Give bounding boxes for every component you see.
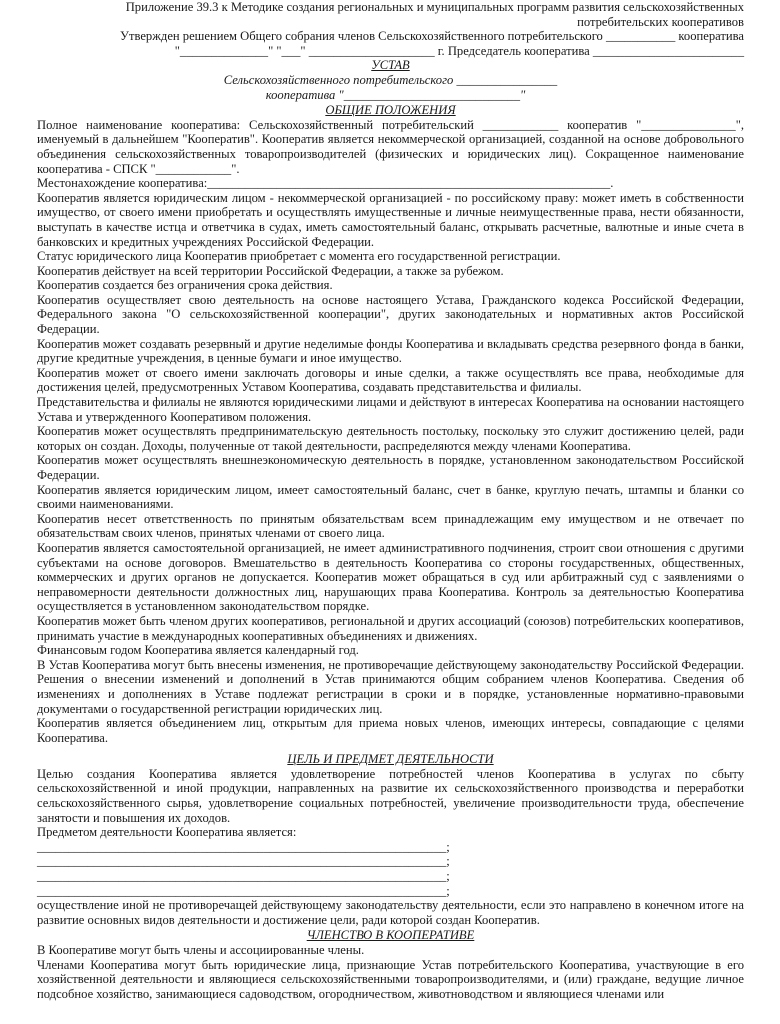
paragraph: Кооператив осуществляет свою деятельность на основе настоящего Устава, Гражданского кодекса Российской Федерации, Федерального закона "О сельскохозяйственной кооперации", других законодательных и нормативных актов Российской Федерации.: [37, 292, 744, 337]
section-title-membership: ЧЛЕНСТВО В КООПЕРАТИВЕ: [306, 928, 475, 943]
paragraph: Кооператив может создавать резервный и другие неделимые фонды Кооператива и вкладывать средства резервного фонда в банки, другие кредитные учреждения, в ценные бумаги и иное имущество.: [37, 336, 744, 366]
charter-subtitle-2: кооператива "____________________________": [265, 87, 526, 102]
approval-date-line: "______________" "___" ____________________ г. Председатель кооператива ________________________: [174, 43, 744, 58]
goals-blank-lines: [37, 840, 744, 898]
paragraph: Статус юридического лица Кооператив приобретает с момента его государственной регистрации.: [37, 249, 561, 264]
blank-line: _________________________________________________________________;: [37, 839, 450, 854]
paragraph: В Кооперативе могут быть члены и ассоциированные члены.: [37, 943, 365, 957]
paragraph: Местонахождение кооператива:________________________________________________________________.: [37, 176, 614, 191]
membership-section: [37, 943, 744, 1001]
blank-line: _________________________________________________________________;: [37, 883, 450, 898]
blank-line: _________________________________________________________________;: [37, 869, 450, 884]
goals-after-paragraph: осуществление иной не противоречащей действующему законодательству деятельности, если это направлено в конечном итоге на развитие основных видов деятельности и достижение цели, ради которой создан Кооператив.: [37, 898, 744, 927]
paragraph: В Устав Кооператива могут быть внесены изменения, не противоречащие действующему законодательству Российской Федерации. Решения о внесении изменений и дополнений в Устав принимаются общим собранием членов Кооператива. Сведения об изменениях и дополнениях в Уставе подлежат регистрации в сроки и в порядке, установленные нормативно-правовыми документами о государственной регистрации юридических лиц.: [37, 657, 744, 716]
charter-subtitle: Сельскохозяйственного потребительского ________________: [223, 72, 558, 87]
section-title-general: ОБЩИЕ ПОЛОЖЕНИЯ: [325, 103, 456, 118]
paragraph: Кооператив несет ответственность по принятым обязательствам всем принадлежащим ему имуществом и не отвечает по обязательствам своих членов, принятых членами от своего лица.: [37, 511, 744, 541]
charter-title: УСТАВ: [371, 58, 410, 73]
paragraph: Кооператив может быть членом других кооперативов, региональной и других ассоциаций (союзов) потребительских кооперативов, принимать участие в международных кооперативных объединениях и движениях.: [37, 613, 744, 643]
charter-title-block: [37, 58, 744, 102]
appendix-line: Приложение 39.3 к Методике создания региональных и муниципальных программ развития сельскохозяйственных: [125, 0, 744, 14]
paragraph: Кооператив действует на всей территории Российской Федерации, а также за рубежом.: [37, 263, 504, 278]
paragraph: Членами Кооператива могут быть юридические лица, признающие Устав потребительского Кооператива, участвующие в его хозяйственной деятельности и являющиеся сельскохозяйственными товаропроизводителями, и (или) граждане, ведущие личное подсобное хозяйство, занимающиеся садоводством, огородничеством, животноводством и являющиеся членами или: [37, 957, 744, 1001]
paragraph: Кооператив может от своего имени заключать договоры и иные сделки, а также осуществлять все права, необходимые для достижения целей, предусмотренных Уставом Кооператива, создавать представительства и филиалы.: [37, 365, 744, 395]
paragraph: Кооператив является объединением лиц, открытым для приема новых членов, имеющих интересы, совпадающие с целями Кооператива.: [37, 716, 744, 745]
goals-section: [37, 767, 744, 840]
paragraph: Финансовым годом Кооператива является календарный год.: [37, 643, 359, 658]
paragraph: Представительства и филиалы не являются юридическими лицами и действуют в интересах Кооператива на основании настоящего Устава и утвержденного Кооперативом положения.: [37, 395, 744, 424]
paragraph: Кооператив может осуществлять внешнеэкономическую деятельность в порядке, установленном законодательством Российской Федерации.: [37, 453, 744, 482]
paragraph: Целью создания Кооператива является удовлетворение потребностей членов Кооператива в услугах по сбыту сельскохозяйственной и иной продукции, направленных на развитие их сельскохозяйственного производства и переработки сельскохозяйственного сырья, удовлетворение социальных потребностей, увеличение производительности труда, обеспечение занятости и повышения их доходов.: [37, 766, 744, 825]
paragraph: Кооператив является юридическим лицом, имеет самостоятельный баланс, счет в банке, круглую печать, штампы и бланки со своими наименованиями.: [37, 482, 744, 512]
paragraph: Кооператив является самостоятельной организацией, не имеет административного подчинения, строит свои отношения с другими субъектами на основе договоров. Вмешательство в деятельность Кооператива со стороны государственных, общественных, коммерческих и других органов не допускается. Кооператив может обращаться в суд или арбитражный суд с заявлениями о неправомерности деятельности должностных лиц, нарушающих права Кооператива. Контроль за деятельностью Кооператива осуществляется в установленном законодательством порядке.: [37, 540, 744, 614]
document-header: [37, 0, 744, 58]
paragraph: Полное наименование кооператива: Сельскохозяйственный потребительский ____________ кооператив "_______________", именуемый в дальнейшем "Кооператив". Кооператив является некоммерческой организацией, созданной на основе добровольного объединения сельскохозяйственных товаропроизводителей (физических и юридических лиц). Сокращенное наименование кооператива - СПСК "____________".: [37, 117, 744, 176]
blank-line: _________________________________________________________________;: [37, 854, 450, 869]
paragraph: Кооператив может осуществлять предпринимательскую деятельность постольку, поскольку это служит достижению целей, ради которых он создан. Доходы, полученные от такой деятельности, распределяются между членами Кооператива.: [37, 424, 744, 453]
section-title-goals: ЦЕЛЬ И ПРЕДМЕТ ДЕЯТЕЛЬНОСТИ: [287, 752, 494, 767]
paragraph: Предметом деятельности Кооператива является:: [37, 825, 297, 840]
appendix-line-2: потребительских кооперативов: [577, 14, 744, 29]
paragraph: Кооператив является юридическим лицом - некоммерческой организацией - по российскому праву: может иметь в собственности имущество, от своего имени приобретать и осуществлять имущественные и личные неимущественные права, нести обязанности, выступать в качестве истца и ответчика в судах, иметь самостоятельный баланс, открывать расчетные, валютные и иные счета в банковских и кредитных учреждениях Российской Федерации.: [37, 190, 744, 249]
paragraph: Кооператив создается без ограничения срока действия.: [37, 278, 333, 293]
approval-line: Утвержден решением Общего собрания членов Сельскохозяйственного потребительского ___________ кооператива: [120, 29, 744, 44]
general-provisions: [37, 118, 744, 746]
